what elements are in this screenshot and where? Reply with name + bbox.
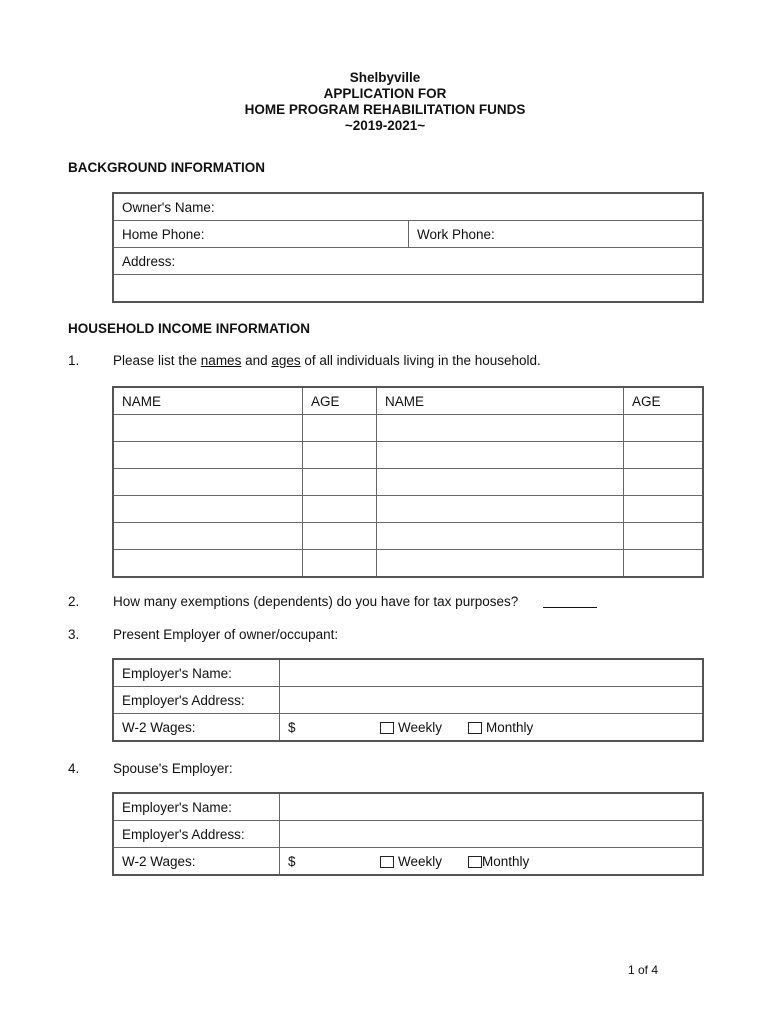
owners-name-field[interactable]	[113, 193, 703, 221]
member-name-cell[interactable]	[113, 523, 303, 550]
page-number: 1 of 4	[628, 963, 659, 977]
member-name-cell[interactable]	[377, 550, 624, 578]
table-row	[113, 496, 703, 523]
member-name-cell[interactable]	[377, 496, 624, 523]
member-age-cell[interactable]	[303, 496, 377, 523]
household-members-table	[112, 386, 704, 578]
address-field[interactable]	[113, 248, 703, 275]
member-age-cell[interactable]	[624, 496, 704, 523]
header-program-title: HOME PROGRAM REHABILITATION FUNDS	[244, 102, 526, 117]
spouse-employer-address-field[interactable]	[280, 821, 704, 848]
work-phone-label: Work Phone:	[417, 226, 495, 242]
member-age-cell[interactable]	[624, 523, 704, 550]
household-section-title: HOUSEHOLD INCOME INFORMATION	[68, 321, 310, 336]
owner-weekly-checkbox[interactable]	[380, 722, 394, 734]
owner-employer-address-field[interactable]	[280, 687, 704, 714]
background-info-table	[112, 192, 704, 303]
member-age-cell[interactable]	[303, 550, 377, 578]
address-field-line-2[interactable]	[113, 275, 703, 303]
member-age-cell[interactable]	[624, 442, 704, 469]
question-3-number: 3.	[68, 627, 80, 642]
header-application-for: APPLICATION FOR	[323, 86, 447, 101]
table-row	[113, 523, 703, 550]
owner-employer-name-field[interactable]	[280, 659, 704, 687]
member-age-cell[interactable]	[624, 415, 704, 442]
dollar-sign: $	[288, 719, 296, 735]
question-3-text: Present Employer of owner/occupant:	[113, 627, 339, 642]
question-2-number: 2.	[68, 594, 80, 609]
col-header-name-1: NAME	[113, 387, 303, 415]
spouse-weekly-checkbox[interactable]	[380, 856, 394, 868]
question-1-number: 1.	[68, 353, 80, 368]
spouse-employer-table	[112, 792, 704, 876]
table-row	[113, 415, 703, 442]
member-name-cell[interactable]	[113, 442, 303, 469]
table-row	[113, 469, 703, 496]
owner-weekly-label: Weekly	[398, 719, 443, 735]
table-row	[113, 442, 703, 469]
owner-wages-label: W-2 Wages:	[113, 714, 280, 742]
owner-employer-table	[112, 658, 704, 742]
member-age-cell[interactable]	[624, 550, 704, 578]
table-row	[113, 550, 703, 578]
spouse-monthly-checkbox[interactable]	[468, 856, 482, 868]
member-name-cell[interactable]	[113, 550, 303, 578]
dollar-sign: $	[288, 853, 296, 869]
home-phone-field[interactable]	[113, 221, 409, 248]
member-name-cell[interactable]	[377, 442, 624, 469]
member-name-cell[interactable]	[113, 415, 303, 442]
question-4-text: Spouse's Employer:	[113, 761, 233, 776]
col-header-name-2: NAME	[377, 387, 624, 415]
member-age-cell[interactable]	[303, 523, 377, 550]
member-name-cell[interactable]	[377, 469, 624, 496]
document-header	[0, 70, 770, 134]
member-age-cell[interactable]	[303, 442, 377, 469]
background-section-title: BACKGROUND INFORMATION	[68, 160, 265, 175]
member-name-cell[interactable]	[113, 496, 303, 523]
spouse-monthly-label: Monthly	[482, 853, 530, 869]
owners-name-label: Owner's Name:	[122, 199, 215, 215]
address-label: Address:	[122, 253, 176, 269]
home-phone-label: Home Phone:	[122, 226, 205, 242]
owner-monthly-label: Monthly	[486, 719, 534, 735]
member-age-cell[interactable]	[303, 415, 377, 442]
question-2-text: How many exemptions (dependents) do you have for tax purposes?	[113, 594, 519, 609]
member-name-cell[interactable]	[377, 523, 624, 550]
owner-employer-name-label: Employer's Name:	[113, 659, 280, 687]
owner-employer-address-label: Employer's Address:	[113, 687, 280, 714]
question-1-text: Please list the names and ages of all individuals living in the household.	[113, 353, 541, 368]
spouse-employer-name-label: Employer's Name:	[113, 793, 280, 821]
spouse-wages-field[interactable]	[280, 848, 704, 876]
member-name-cell[interactable]	[377, 415, 624, 442]
member-age-cell[interactable]	[624, 469, 704, 496]
member-age-cell[interactable]	[303, 469, 377, 496]
question-4-number: 4.	[68, 761, 80, 776]
spouse-wages-label: W-2 Wages:	[113, 848, 280, 876]
spouse-weekly-label: Weekly	[398, 853, 443, 869]
spouse-employer-address-label: Employer's Address:	[113, 821, 280, 848]
member-name-cell[interactable]	[113, 469, 303, 496]
exemptions-answer-line[interactable]	[543, 607, 597, 608]
col-header-age-2: AGE	[624, 387, 704, 415]
owner-monthly-checkbox[interactable]	[468, 722, 482, 734]
spouse-employer-name-field[interactable]	[280, 793, 704, 821]
header-city: Shelbyville	[349, 70, 421, 85]
col-header-age-1: AGE	[303, 387, 377, 415]
owner-wages-field[interactable]	[280, 714, 704, 742]
header-years: ~2019-2021~	[344, 118, 426, 133]
work-phone-field[interactable]	[409, 221, 704, 248]
